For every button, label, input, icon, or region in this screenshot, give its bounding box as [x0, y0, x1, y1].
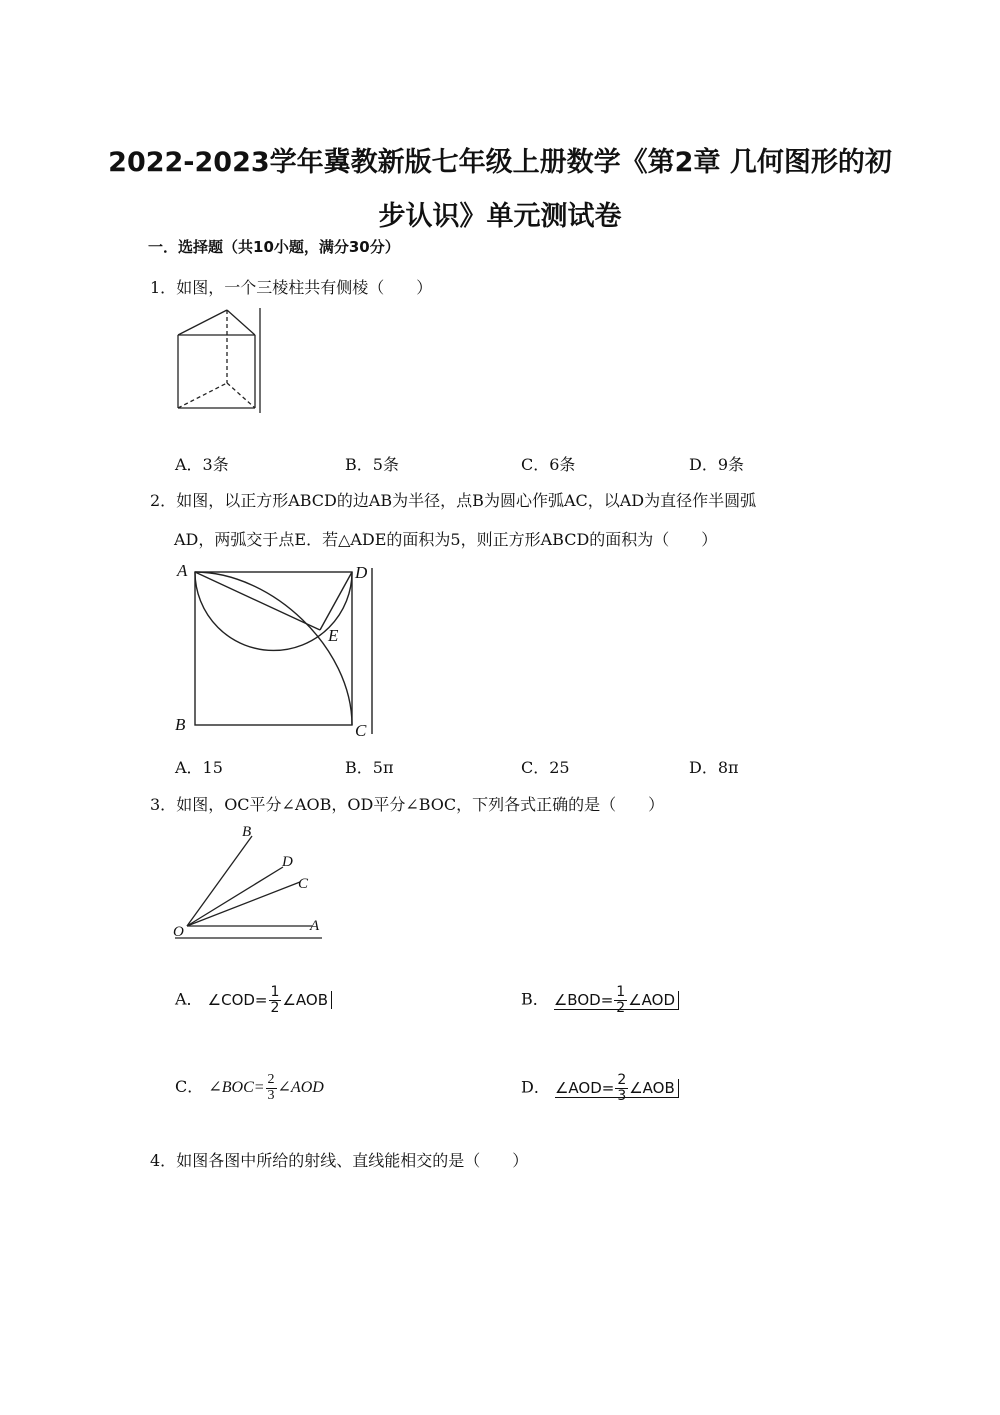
q3-option-a-numerator: 1	[270, 984, 280, 1000]
q3-option-c-denominator: 3	[267, 1087, 275, 1103]
q3-label-o: O	[173, 924, 184, 940]
q1-option-a[interactable]: A．3条	[175, 455, 229, 474]
q3-option-c-left: ∠BOC=	[208, 1078, 265, 1096]
q3-option-a-right: ∠AOB	[282, 990, 328, 1009]
q2-option-b[interactable]: B．5π	[345, 758, 394, 777]
q1-option-b[interactable]: B．5条	[345, 455, 399, 474]
q3-option-a-denominator: 2	[270, 999, 280, 1016]
q3-option-b[interactable]	[521, 985, 679, 1015]
q3-option-a-formula	[207, 984, 332, 1016]
q3-option-a-fraction	[269, 985, 282, 1015]
q3-option-c-right: ∠AOD	[277, 1078, 324, 1096]
q3-option-d-formula	[554, 1072, 679, 1104]
q2-option-a[interactable]: A．15	[175, 758, 223, 777]
q3-option-d[interactable]	[521, 1073, 679, 1103]
q3-label-d: D	[282, 854, 293, 870]
question-2-text-line1: 如图，以正方形ABCD的边AB为半径，点B为圆心作弧AC，以AD为直径作半圆弧	[176, 491, 757, 510]
q2-label-a: A	[177, 561, 188, 580]
q3-option-a-left: ∠COD=	[207, 990, 268, 1009]
q3-option-d-label: D．	[521, 1077, 550, 1097]
section-heading: 一．选择题（共10小题，满分30分）	[148, 238, 400, 256]
question-3-number: 3．	[150, 795, 177, 814]
q3-label-b: B	[242, 824, 252, 840]
q3-option-b-label: B．	[521, 989, 549, 1009]
question-1	[150, 275, 432, 298]
q3-option-b-denominator: 2	[616, 999, 626, 1016]
question-4	[150, 1148, 528, 1171]
q2-label-c: C	[355, 721, 367, 740]
question-1-text: 如图，一个三棱柱共有侧棱（ ）	[176, 278, 433, 297]
q3-option-b-numerator: 1	[616, 984, 626, 1000]
q2-label-e: E	[328, 626, 339, 645]
question-2-line1	[150, 488, 756, 511]
question-2-number: 2．	[150, 491, 177, 510]
q3-option-c-label: C．	[175, 1076, 204, 1096]
q3-option-d-fraction	[615, 1073, 628, 1103]
q1-option-c[interactable]: C．6条	[521, 455, 576, 474]
question-3-text: 如图，OC平分∠AOB，OD平分∠BOC，下列各式正确的是（ ）	[176, 795, 665, 814]
q3-label-a: A	[310, 918, 320, 934]
question-4-number: 4．	[150, 1151, 177, 1170]
q3-option-a-label: A．	[175, 989, 203, 1009]
question-3	[150, 792, 664, 815]
q3-option-a[interactable]	[175, 985, 332, 1015]
q2-label-d: D	[355, 563, 368, 582]
q3-option-b-formula	[553, 984, 679, 1016]
q3-option-b-right: ∠AOD	[628, 990, 675, 1009]
q3-option-c-formula	[208, 1072, 324, 1103]
question-4-text: 如图各图中所给的射线、直线能相交的是（ ）	[176, 1151, 529, 1170]
q3-option-b-fraction	[614, 985, 627, 1015]
question-1-number: 1．	[150, 278, 177, 297]
q2-option-c[interactable]: C．25	[521, 758, 570, 777]
q3-option-d-right: ∠AOB	[629, 1078, 675, 1097]
q3-option-c-fraction	[266, 1073, 277, 1103]
q3-option-b-left: ∠BOD=	[553, 990, 614, 1009]
q3-option-d-denominator: 3	[617, 1087, 627, 1104]
q3-option-d-numerator: 2	[617, 1072, 627, 1088]
q3-option-d-left: ∠AOD=	[554, 1078, 615, 1097]
q2-label-b: B	[175, 715, 186, 734]
q2-square-figure	[172, 558, 382, 743]
q3-option-c-numerator: 2	[267, 1072, 275, 1087]
q3-angle-figure	[170, 822, 330, 944]
page-title-line1: 2022-2023学年冀教新版七年级上册数学《第2章 几何图形的初	[108, 147, 892, 178]
question-2-text-line2: AD，两弧交于点E．若△ADE的面积为5，则正方形ABCD的面积为（ ）	[174, 530, 718, 549]
q1-option-d[interactable]: D．9条	[689, 455, 745, 474]
q2-option-d[interactable]: D．8π	[689, 758, 739, 777]
q1-prism-figure	[165, 305, 265, 415]
q3-label-c: C	[298, 876, 309, 892]
page-title-line2: 步认识》单元测试卷	[378, 201, 622, 232]
q3-option-c[interactable]	[175, 1073, 324, 1103]
